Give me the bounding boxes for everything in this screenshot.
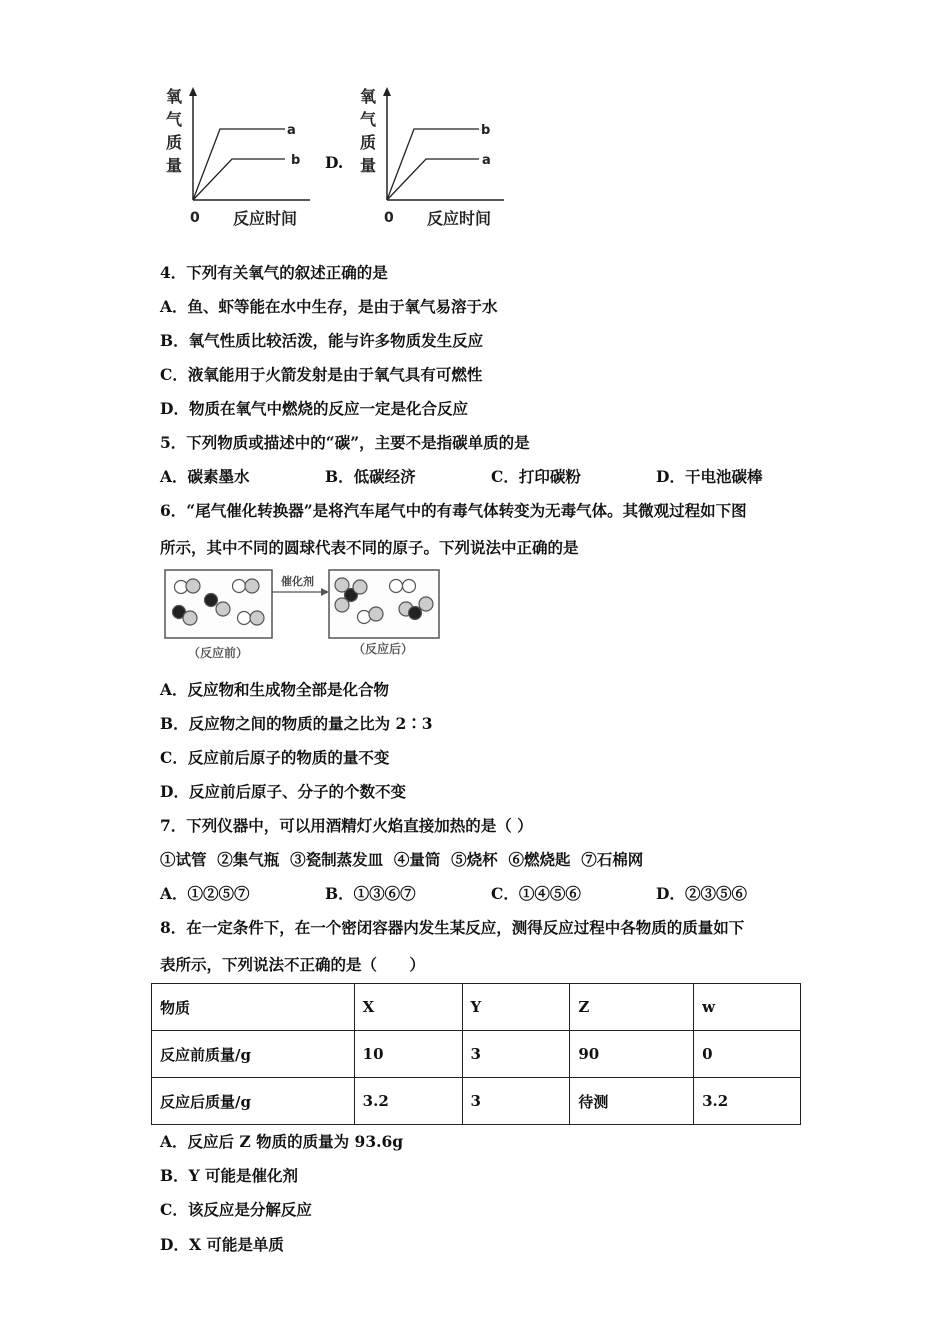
table-cell: 待测 xyxy=(570,1078,694,1125)
atom-white xyxy=(238,612,251,625)
y-label-char: 质 xyxy=(360,133,377,152)
atom-white xyxy=(390,580,403,593)
q8-option-d: D．X 可能是单质 xyxy=(160,1235,284,1254)
atom-gray xyxy=(250,611,264,625)
q6-option-b: B．反应物之间的物质的量之比为 2∶3 xyxy=(160,714,433,733)
atom-white xyxy=(233,580,246,593)
after-label: （反应后） xyxy=(353,642,414,656)
atom-gray xyxy=(369,607,383,621)
q7-items: ①试管 ②集气瓶 ③瓷制蒸发皿 ④量筒 ⑤烧杯 ⑥燃烧匙 ⑦石棉网 xyxy=(160,850,644,869)
q6-option-c: C．反应前后原子的物质的量不变 xyxy=(160,748,390,767)
table-cell: 物质 xyxy=(152,984,355,1031)
line-a xyxy=(193,129,285,200)
table-row xyxy=(152,1031,801,1078)
q7-option-b: B．①③⑥⑦ xyxy=(325,884,416,903)
y-axis-arrow xyxy=(383,87,391,96)
q8-option-c: C．该反应是分解反应 xyxy=(160,1200,312,1219)
line-a-label: a xyxy=(287,123,296,138)
atom-gray xyxy=(419,597,433,611)
q4-option-d: D．物质在氧气中燃烧的反应一定是化合反应 xyxy=(160,399,468,418)
q4-option-a: A．鱼、虾等能在水中生存，是由于氧气易溶于水 xyxy=(160,297,498,316)
line-b-label: b xyxy=(291,153,301,168)
y-label-char: 量 xyxy=(360,156,377,175)
graph-option-c xyxy=(160,82,320,232)
atom-white xyxy=(403,580,416,593)
y-axis-label xyxy=(360,87,377,175)
table-cell: 反应前质量/g xyxy=(152,1031,355,1078)
q4-option-b: B．氧气性质比较活泼，能与许多物质发生反应 xyxy=(160,331,484,350)
atom-gray xyxy=(186,579,200,593)
y-label-char: 气 xyxy=(360,110,377,129)
q5-option-d: D．干电池碳棒 xyxy=(656,467,763,486)
table-cell: 0 xyxy=(694,1031,801,1078)
q5-option-b: B．低碳经济 xyxy=(325,467,416,486)
x-axis-label: 反应时间 xyxy=(233,209,298,228)
reaction-arrow-head xyxy=(321,588,329,596)
line-b-label: b xyxy=(481,123,491,138)
atom-black xyxy=(205,594,218,607)
line-b xyxy=(387,129,479,200)
table-row xyxy=(152,1078,801,1125)
table-header-row xyxy=(152,984,801,1031)
q8-option-b: B．Y 可能是催化剂 xyxy=(160,1166,299,1185)
table-cell: X xyxy=(354,984,462,1031)
q4-stem: 4．下列有关氧气的叙述正确的是 xyxy=(160,263,388,282)
q6-option-a: A．反应物和生成物全部是化合物 xyxy=(160,680,390,699)
atom-gray xyxy=(353,580,367,594)
q7-option-c: C．①④⑤⑥ xyxy=(491,884,581,903)
q7-option-d: D．②③⑤⑥ xyxy=(656,884,747,903)
x-axis-label: 反应时间 xyxy=(427,209,492,228)
table-cell: 10 xyxy=(354,1031,462,1078)
y-label-char: 气 xyxy=(166,110,183,129)
y-axis-arrow xyxy=(189,87,197,96)
y-label-char: 氧 xyxy=(166,87,183,106)
q4-option-c: C．液氧能用于火箭发射是由于氧气具有可燃性 xyxy=(160,365,483,384)
q6-stem-line1: 6．“尾气催化转换器”是将汽车尾气中的有毒气体转变为无毒气体。其微观过程如下图 xyxy=(160,501,747,520)
q6-stem-line2: 所示，其中不同的圆球代表不同的原子。下列说法中正确的是 xyxy=(160,538,579,557)
atom-black xyxy=(409,607,422,620)
q5-option-c: C．打印碳粉 xyxy=(491,467,581,486)
q5-option-a: A．碳素墨水 xyxy=(160,467,250,486)
q5-stem: 5．下列物质或描述中的“碳”，主要不是指碳单质的是 xyxy=(160,433,530,452)
table-cell: 反应后质量/g xyxy=(152,1078,355,1125)
origin-label: 0 xyxy=(190,210,200,226)
reaction-diagram xyxy=(160,565,450,665)
atom-gray xyxy=(183,611,197,625)
q7-option-a: A．①②⑤⑦ xyxy=(160,884,250,903)
y-label-char: 量 xyxy=(166,156,183,175)
table-cell: w xyxy=(694,984,801,1031)
option-d-label: D. xyxy=(325,153,344,172)
y-label-char: 氧 xyxy=(360,87,377,106)
atom-gray xyxy=(245,579,259,593)
table-cell: 3.2 xyxy=(694,1078,801,1125)
atom-white xyxy=(358,611,371,624)
graph-option-d xyxy=(354,82,514,232)
q8-stem-line1: 8．在一定条件下，在一个密闭容器内发生某反应，测得反应过程中各物质的质量如下 xyxy=(160,918,745,937)
q8-option-a: A．反应后 Z 物质的质量为 93.6g xyxy=(160,1132,404,1151)
atom-gray xyxy=(216,602,230,616)
origin-label: 0 xyxy=(384,210,394,226)
line-a-label: a xyxy=(482,153,491,168)
table-cell: Y xyxy=(462,984,570,1031)
before-label: （反应前） xyxy=(188,646,249,660)
q6-option-d: D．反应前后原子、分子的个数不变 xyxy=(160,782,406,801)
table-cell: Z xyxy=(570,984,694,1031)
y-axis-label xyxy=(166,87,183,175)
table-cell: 3 xyxy=(462,1078,570,1125)
mass-table xyxy=(151,983,801,1125)
catalyst-label: 催化剂 xyxy=(281,575,314,588)
y-label-char: 质 xyxy=(166,133,183,152)
q7-stem: 7．下列仪器中，可以用酒精灯火焰直接加热的是（ ） xyxy=(160,816,533,835)
table-cell: 90 xyxy=(570,1031,694,1078)
table-cell: 3 xyxy=(462,1031,570,1078)
atom-gray xyxy=(335,598,349,612)
table-cell: 3.2 xyxy=(354,1078,462,1125)
q8-stem-line2: 表所示，下列说法不正确的是（ ） xyxy=(160,955,425,974)
